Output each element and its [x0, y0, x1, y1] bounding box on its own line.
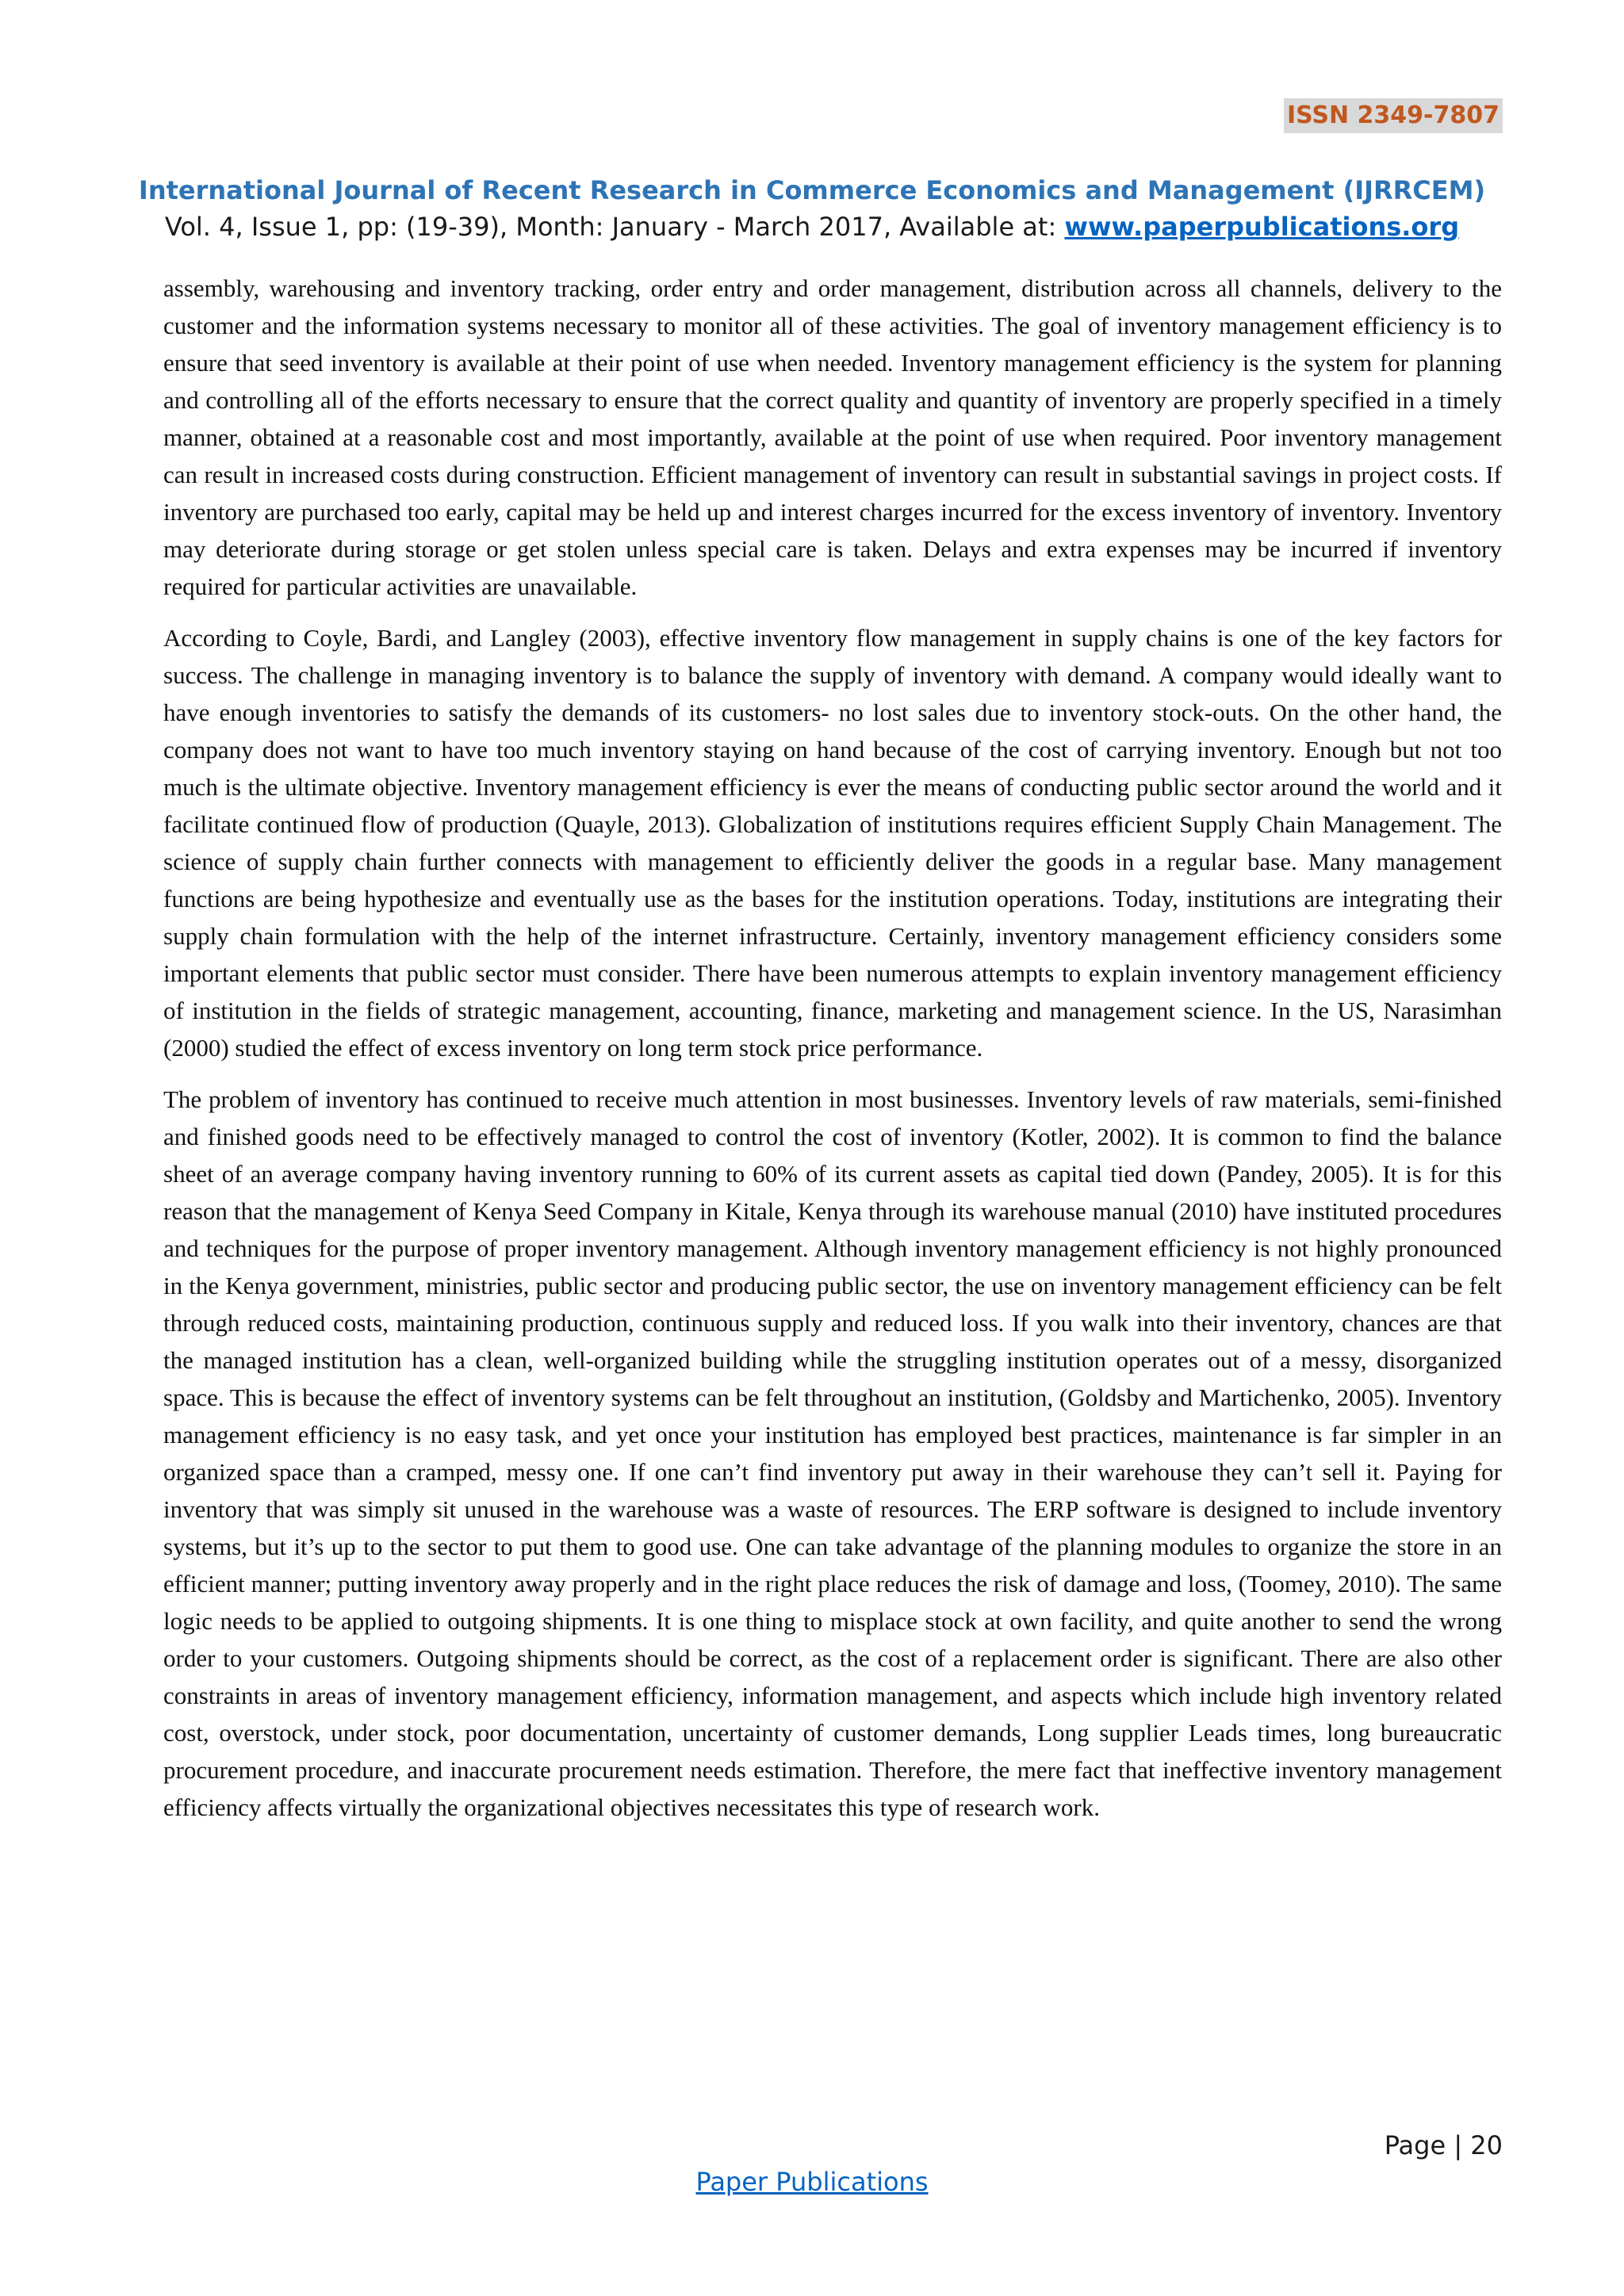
footer	[0, 2164, 1624, 2199]
paragraph-1: assembly, warehousing and inventory tracking, order entry and order management, distribution across all channels, delivery to the customer and the information systems necessary to monitor all of these activities. The goal of inventory management efficiency is to ensure that seed inventory is available at their point of use when needed. Inventory management efficiency is the system for planning and controlling all of the efforts necessary to ensure that the correct quality and quantity of inventory are properly specified in a timely manner, obtained at a reasonable cost and most importantly, available at the point of use when required. Poor inventory management can result in increased costs during construction. Efficient management of inventory can result in substantial savings in project costs. If inventory are purchased too early, capital may be held up and interest charges incurred for the excess inventory of inventory. Inventory may deteriorate during storage or get stolen unless special care is taken. Delays and extra expenses may be incurred if inventory required for particular activities are unavailable.	[163, 274, 1502, 600]
article-body	[163, 270, 1502, 1840]
journal-title: International Journal of Recent Research in Commerce Economics and Management (IJRRCEM)	[138, 175, 1486, 205]
paragraph-3: The problem of inventory has continued to receive much attention in most businesses. Inventory levels of raw materials, semi-finished and finished goods need to be effectively managed to control the cost of inventory (Kotler, 2002). It is common to find the balance sheet of an average company having inventory running to 60% of its current assets as capital tied down (Pandey, 2005). It is for this reason that the management of Kenya Seed Company in Kitale, Kenya through its warehouse manual (2010) have instituted procedures and techniques for the purpose of proper inventory management. Although inventory management efficiency is not highly pronounced in the Kenya government, ministries, public sector and producing public sector, the use on inventory management efficiency can be felt through reduced costs, maintaining production, continuous supply and reduced loss. If you walk into their inventory, chances are that the managed institution has a clean, well-organized building while the struggling institution operates out of a messy, disorganized space. This is because the effect of inventory systems can be felt throughout an institution, (Goldsby and Martichenko, 2005). Inventory management efficiency is no easy task, and yet once your institution has employed best practices, maintenance is far simpler in an organized space than a cramped, messy one. If one can’t find inventory put away in their warehouse they can’t sell it. Paying for inventory that was simply sit unused in the warehouse was a waste of resources. The ERP software is designed to include inventory systems, but it’s up to the sector to put them to good use. One can take advantage of the planning modules to organize the store in an efficient manner; putting inventory away properly and in the right place reduces the risk of damage and loss, (Toomey, 2010). The same logic needs to be applied to outgoing shipments. It is one thing to misplace stock at own facility, and quite another to send the wrong order to your customers. Outgoing shipments should be correct, as the cost of a replacement order is significant. There are also other constraints in areas of inventory management efficiency, information management, and aspects which include high inventory related cost, overstock, under stock, poor documentation, uncertainty of customer demands, Long supplier Leads times, long bureaucratic procurement procedure, and inaccurate procurement needs estimation. Therefore, the mere fact that ineffective inventory management efficiency affects virtually the organizational objectives necessitates this type of research work.	[163, 1085, 1502, 1821]
paragraph-2: According to Coyle, Bardi, and Langley (2003), effective inventory flow management in supply chains is one of the key factors for success. The challenge in managing inventory is to balance the supply of inventory with demand. A company would ideally want to have enough inventories to satisfy the demands of its customers- no lost sales due to inventory stock-outs. On the other hand, the company does not want to have too much inventory staying on hand because of the cost of carrying inventory. Enough but not too much is the ultimate objective. Inventory management efficiency is ever the means of conducting public sector around the world and it facilitate continued flow of production (Quayle, 2013). Globalization of institutions requires efficient Supply Chain Management. The science of supply chain further connects with management to efficiently deliver the goods in a regular base. Many management functions are being hypothesize and eventually use as the bases for the institution operations. Today, institutions are integrating their supply chain formulation with the help of the internet infrastructure. Certainly, inventory management efficiency considers some important elements that public sector must consider. There have been numerous attempts to explain inventory management efficiency of institution in the fields of strategic management, accounting, finance, marketing and management science. In the US, Narasimhan (2000) studied the effect of excess inventory on long term stock price performance.	[163, 624, 1502, 1062]
issn-label: ISSN 2349-7807	[1284, 98, 1503, 133]
page-number: Page | 20	[1384, 2130, 1503, 2160]
publisher-link[interactable]: Paper Publications	[695, 2167, 929, 2197]
journal-info	[0, 209, 1624, 244]
journal-info-text: Vol. 4, Issue 1, pp: (19-39), Month: January - March 2017, Available at:	[164, 212, 1065, 242]
journal-website-link[interactable]: www.paperpublications.org	[1064, 212, 1460, 242]
